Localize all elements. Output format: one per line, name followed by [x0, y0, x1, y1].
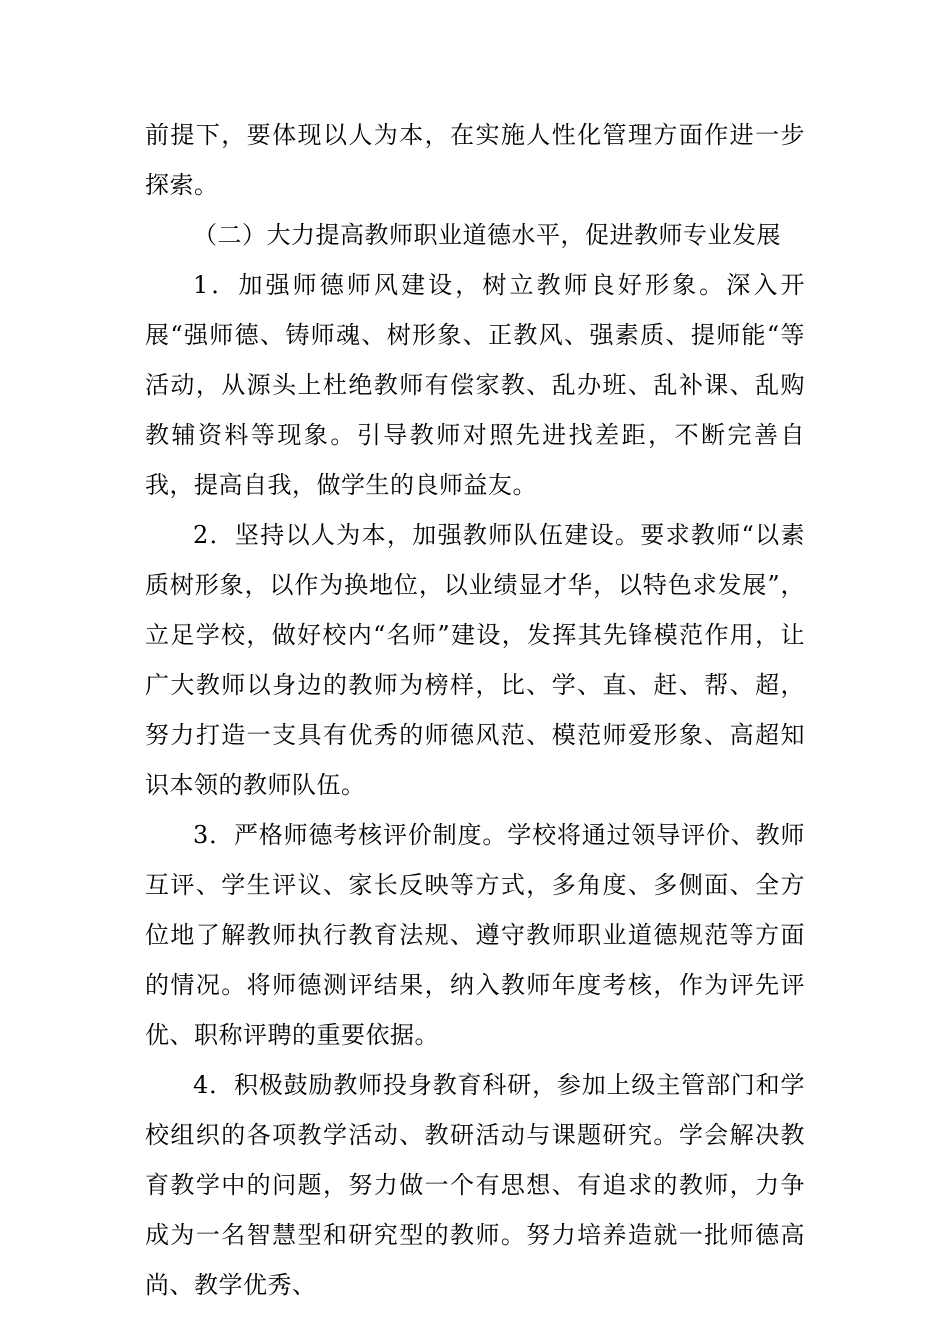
paragraph-4: 4．积极鼓励教师投身教育科研，参加上级主管部门和学校组织的各项教学活动、教研活动与课题研究。学会解决教育教学中的问题，努力做一个有思想、有追求的教师，力争成为一名智慧型和研究型的教师。努力培养造就一批师德高尚、教学优秀、: [145, 1071, 805, 1299]
paragraph-3: 3．严格师德考核评价制度。学校将通过领导评价、教师互评、学生评议、家长反映等方式，多角度、多侧面、全方位地了解教师执行教育法规、遵守教师职业道德规范等方面的情况。将师德测评结果，纳入教师年度考核，作为评先评优、职称评聘的重要依据。: [145, 821, 805, 1049]
document-body: [145, 110, 805, 1310]
continuation-paragraph: 前提下，要体现以人为本，在实施人性化管理方面作进一步探索。: [145, 121, 805, 199]
section-heading: （二）大力提高教师职业道德水平，促进教师专业发展: [193, 221, 781, 249]
paragraph-2: 2．坚持以人为本，加强教师队伍建设。要求教师“以素质树形象，以作为换地位，以业绩显才华，以特色求发展”，立足学校，做好校内“名师”建设，发挥其先锋模范作用，让广大教师以身边的教师为榜样，比、学、直、赶、帮、超，努力打造一支具有优秀的师德风范、模范师爱形象、高超知识本领的教师队伍。: [145, 521, 805, 799]
paragraph-1: 1．加强师德师风建设，树立教师良好形象。深入开展“强师德、铸师魂、树形象、正教风、强素质、提师能“等活动，从源头上杜绝教师有偿家教、乱办班、乱补课、乱购教辅资料等现象。引导教师对照先进找差距，不断完善自我，提高自我，做学生的良师益友。: [145, 271, 805, 499]
